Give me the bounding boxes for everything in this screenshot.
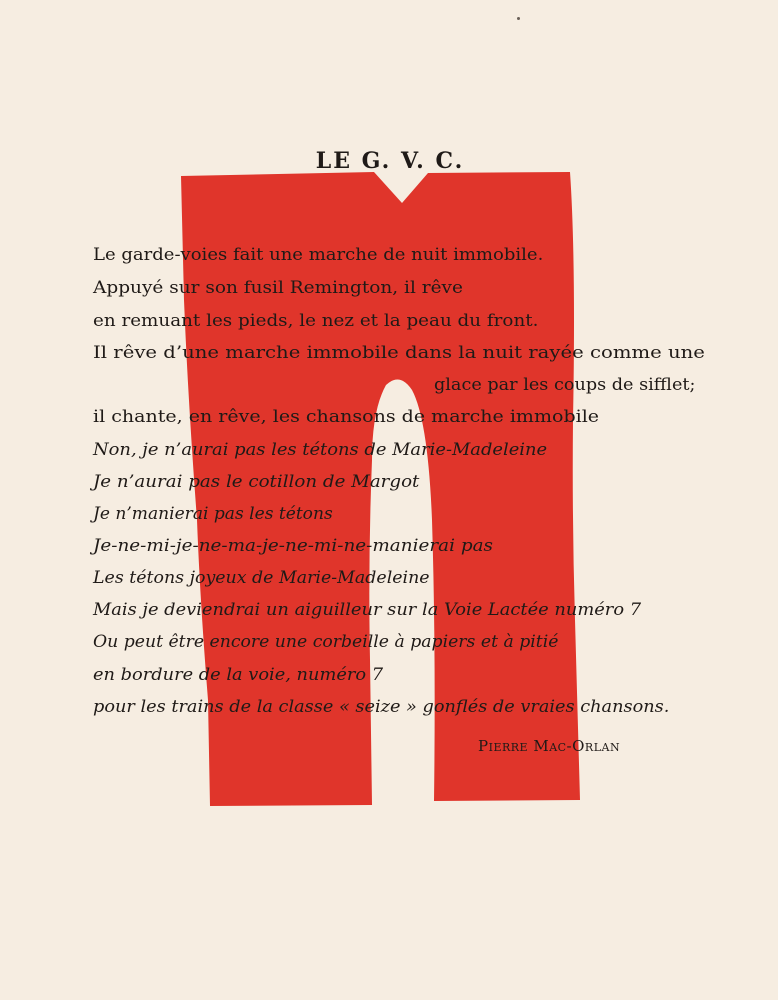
author-signature: Pierre Mac-Orlan (478, 737, 621, 755)
poem-title: LE G. V. C. (315, 148, 465, 174)
poem-line: pour les trains de la classe « seize » gonflés de vraies chansons. (93, 697, 670, 716)
poem-line: en remuant les pieds, le nez et la peau du front. (93, 311, 539, 330)
poem-line: Mais je deviendrai un aiguilleur sur la Voie Lactée numéro 7 (93, 600, 642, 619)
poem-line: Les tétons joyeux de Marie-Madeleine (93, 568, 430, 587)
poem-line: Il rêve d’une marche immobile dans la nuit rayée comme une (93, 343, 705, 362)
poem-line: glace par les coups de sifflet; (434, 375, 696, 394)
poem-line: Appuyé sur son fusil Remington, il rêve (93, 278, 463, 297)
poem-line: en bordure de la voie, numéro 7 (93, 665, 384, 684)
poem-line: Le garde-voies fait une marche de nuit immobile. (93, 245, 544, 264)
poem-line: Je n’aurai pas le cotillon de Margot (93, 472, 420, 491)
poem-line: Ou peut être encore une corbeille à papiers et à pitié (93, 632, 559, 651)
poem-line: Je-ne-mi-je-ne-ma-je-ne-mi-ne-manierai pas (93, 536, 493, 555)
poem-line: Non, je n’aurai pas les tétons de Marie-Madeleine (93, 440, 548, 459)
poem-line: Je n’manierai pas les tétons (93, 504, 333, 523)
poem-line: il chante, en rêve, les chansons de marche immobile (93, 407, 600, 426)
